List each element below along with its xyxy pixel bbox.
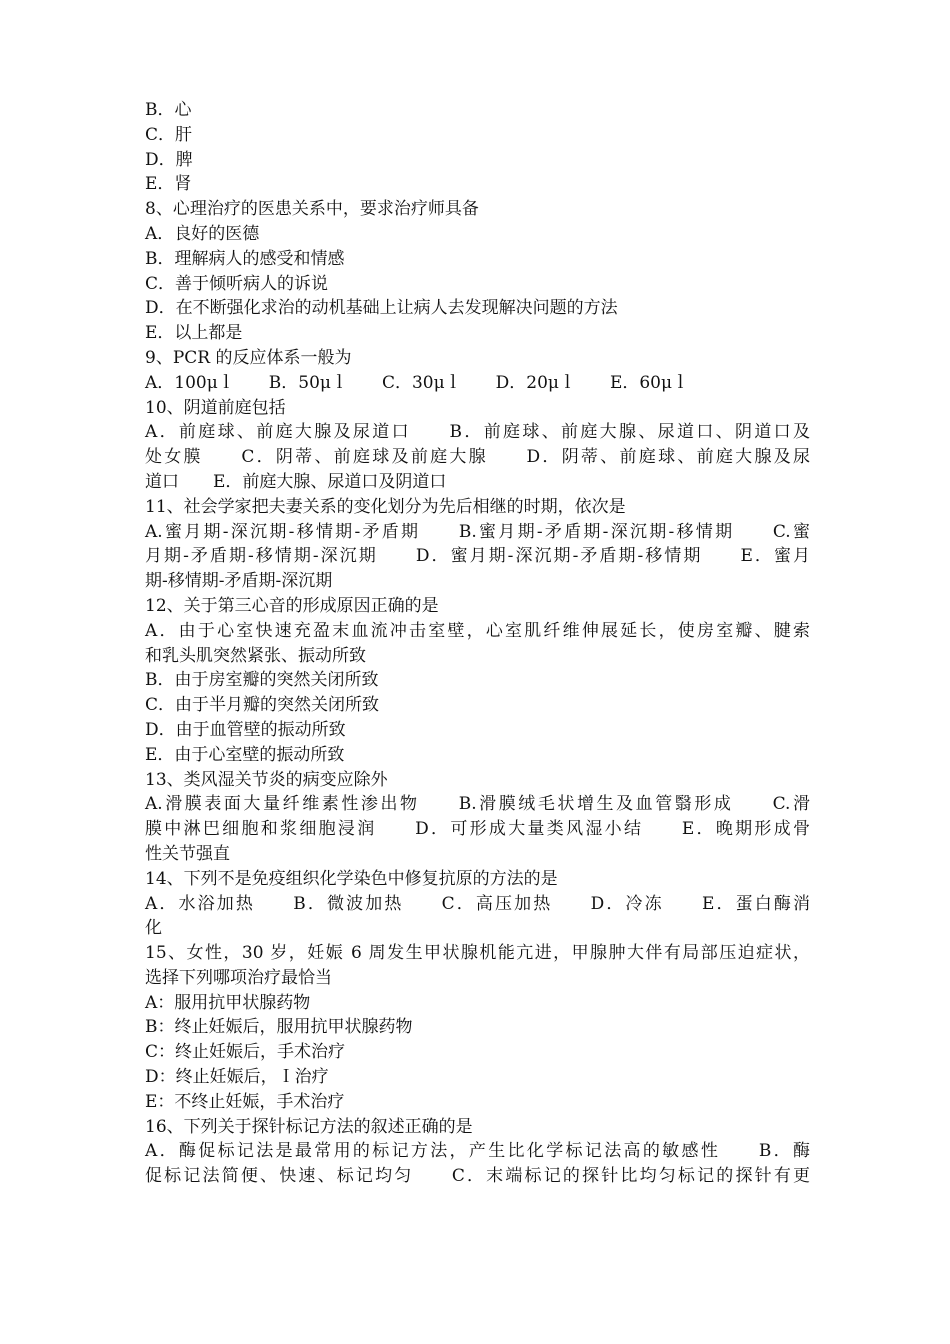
option-line: E．肾: [145, 174, 192, 195]
question-10: 10、阴道前庭包括: [145, 397, 286, 418]
question-13: 13、类风湿关节炎的病变应除外: [145, 769, 388, 790]
option-line: A．100μｌ B．50μｌ C．30μｌ D．20μｌ E．60μｌ: [145, 372, 690, 393]
option-line: B：终止妊娠后，服用抗甲状腺药物: [145, 1017, 413, 1038]
option-line: B．由于房室瓣的突然关闭所致: [145, 670, 379, 691]
option-line: 道口 E．前庭大腺、尿道口及阴道口: [145, 471, 447, 492]
option-line: B．心: [145, 100, 192, 120]
option-line: A.蜜月期-深沉期-移情期-矛盾期 B.蜜月期-矛盾期-深沉期-移情期 C.蜜: [145, 521, 810, 542]
question-14: 14、下列不是免疫组织化学染色中修复抗原的方法的是: [145, 868, 558, 889]
option-line: D．在不断强化求治的动机基础上让病人去发现解决问题的方法: [145, 298, 618, 319]
option-line: 化: [145, 918, 162, 939]
question-12: 12、关于第三心音的形成原因正确的是: [145, 595, 439, 616]
option-line: C．善于倾听病人的诉说: [145, 273, 329, 294]
question-15: 15、女性，30 岁，妊娠 6 周发生甲状腺机能亢进，甲腺肿大伴有局部压迫症状，: [145, 943, 810, 964]
option-line: A．前庭球、前庭大腺及尿道口 B．前庭球、前庭大腺、尿道口、阴道口及: [145, 422, 810, 443]
option-line: 性关节强直: [145, 843, 230, 864]
option-line: 膜中淋巴细胞和浆细胞浸润 D．可形成大量类风湿小结 E．晚期形成骨: [145, 819, 810, 840]
option-line: D．脾: [145, 149, 193, 170]
option-line: E．以上都是: [145, 323, 243, 344]
question-9: 9、PCR 的反应体系一般为: [145, 347, 352, 368]
option-line: 促标记法简便、快速、标记均匀 C．末端标记的探针比均匀标记的探针有更: [145, 1166, 810, 1187]
option-line: B．理解病人的感受和情感: [145, 248, 345, 269]
document-page: [145, 98, 810, 1189]
option-line: A．良好的医德: [145, 223, 260, 244]
option-line: 月期-矛盾期-移情期-深沉期 D．蜜月期-深沉期-矛盾期-移情期 E．蜜月: [145, 546, 810, 567]
question-8: 8、心理治疗的医患关系中，要求治疗师具备: [145, 199, 479, 220]
option-line: A．酶促标记法是最常用的标记方法，产生比化学标记法高的敏感性 B．酶: [145, 1141, 810, 1162]
option-line: A．由于心室快速充盈末血流冲击室壁，心室肌纤维伸展延长，使房室瓣、腱索: [145, 620, 810, 641]
question-15-cont: 选择下列哪项治疗最恰当: [145, 967, 332, 988]
option-line: D：终止妊娠后，Ｉ治疗: [145, 1067, 329, 1088]
option-line: C．由于半月瓣的突然关闭所致: [145, 695, 380, 716]
option-line: 期-移情期-矛盾期-深沉期: [145, 571, 333, 592]
option-line: A：服用抗甲状腺药物: [145, 992, 311, 1013]
option-line: E．由于心室壁的振动所致: [145, 744, 345, 765]
option-line: A.滑膜表面大量纤维素性渗出物 B.滑膜绒毛状增生及血管翳形成 C.滑: [145, 794, 810, 815]
option-line: D．由于血管壁的振动所致: [145, 719, 346, 740]
option-line: C．肝: [145, 124, 193, 145]
question-16: 16、下列关于探针标记方法的叙述正确的是: [145, 1116, 473, 1137]
option-line: A．水浴加热 B．微波加热 C．高压加热 D．冷冻 E．蛋白酶消: [145, 893, 810, 914]
option-line: 处女膜 C．阴蒂、前庭球及前庭大腺 D．阴蒂、前庭球、前庭大腺及尿: [145, 447, 810, 468]
option-line: 和乳头肌突然紧张、振动所致: [145, 645, 366, 666]
option-line: E：不终止妊娠，手术治疗: [145, 1091, 345, 1112]
option-line: C：终止妊娠后，手术治疗: [145, 1042, 346, 1063]
question-11: 11、社会学家把夫妻关系的变化划分为先后相继的时期，依次是: [145, 496, 626, 517]
